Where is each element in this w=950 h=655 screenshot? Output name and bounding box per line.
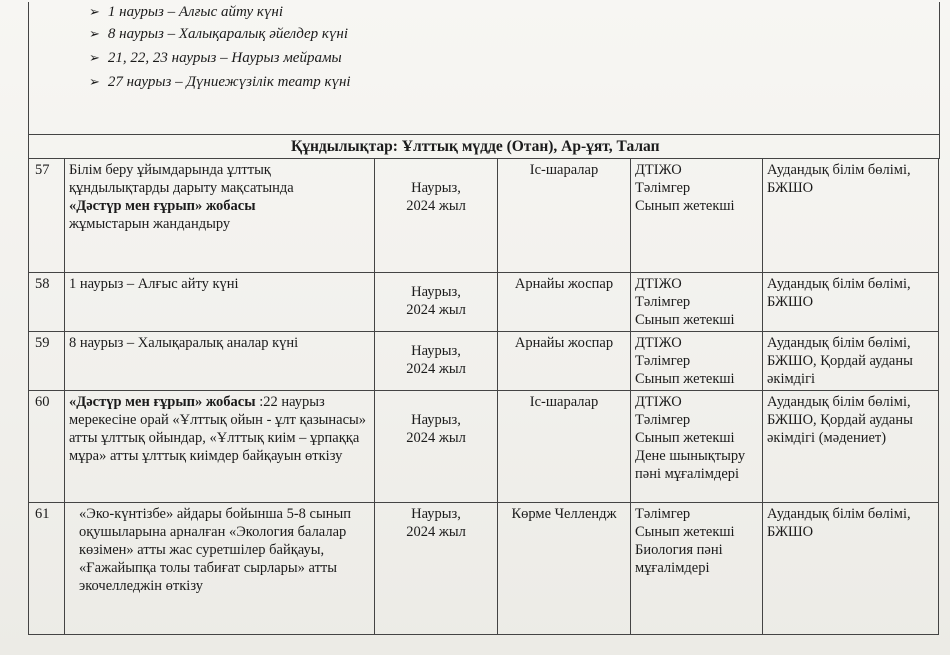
values-header-text: Құндылықтар: Ұлттық мүдде (Отан), Ар-ұят, Талап: [291, 138, 660, 155]
list-item: ➢ 1 наурыз – Алғыс айту күні: [89, 4, 283, 20]
row-number: 58: [29, 273, 65, 332]
date-cell: Наурыз, 2024 жыл: [375, 332, 498, 391]
row-number: 59: [29, 332, 65, 391]
date-cell: Наурыз, 2024 жыл: [375, 391, 498, 503]
partners-cell: Аудандық білім бөлімі, БЖШО: [763, 503, 939, 635]
event-cell: «Дәстүр мен ғұрып» жобасы :22 наурыз мерекесіне орай «Ұлттық ойын - ұлт қазынасы» атты ұлттық ойындар, «Ұлттық киім – ұрпаққа мұра» атты ұлттық киімдер байқауын өткізу: [65, 391, 375, 503]
row-number: 60: [29, 391, 65, 503]
table-row: [29, 391, 939, 503]
partners-cell: Аудандық білім бөлімі, БЖШО: [763, 159, 939, 273]
list-item: ➢ 21, 22, 23 наурыз – Наурыз мейрамы: [89, 50, 342, 66]
date-cell: Наурыз, 2024 жыл: [375, 159, 498, 273]
responsible-cell: ДТІЖО Тәлімгер Сынып жетекші: [631, 273, 763, 332]
values-header: [28, 134, 940, 159]
form-cell: Көрме Челлендж: [498, 503, 631, 635]
arrow-bullet-icon: ➢: [89, 4, 100, 19]
partners-cell: Аудандық білім бөлімі, БЖШО, Қордай ауданы әкімдігі (мәдениет): [763, 391, 939, 503]
table-row: [29, 159, 939, 273]
date-cell: Наурыз, 2024 жыл: [375, 503, 498, 635]
list-item: ➢ 27 наурыз – Дүниежүзілік театр күні: [89, 74, 351, 90]
form-cell: Арнайы жоспар: [498, 273, 631, 332]
partners-cell: Аудандық білім бөлімі, БЖШО: [763, 273, 939, 332]
arrow-bullet-icon: ➢: [89, 50, 100, 65]
event-cell: «Эко-күнтізбе» айдары бойынша 5-8 сынып оқушыларына арналған «Экология балалар көзімен» атты жас суретшілер байқауы, «Ғажайыпқа толы табиғат сырлары» атты экочелледжін өткізу: [65, 503, 375, 635]
form-cell: Іс-шаралар: [498, 391, 631, 503]
event-cell: Білім беру ұйымдарында ұлттық құндылықтарды дарыту мақсатында «Дәстүр мен ғұрып» жобасы жұмыстарын жандандыру: [65, 159, 375, 273]
form-cell: Арнайы жоспар: [498, 332, 631, 391]
responsible-cell: Тәлімгер Сынып жетекші Биология пәні мұғалімдері: [631, 503, 763, 635]
list-item: ➢ 8 наурыз – Халықаралық әйелдер күні: [89, 26, 349, 42]
event-cell: 8 наурыз – Халықаралық аналар күні: [65, 332, 375, 391]
responsible-cell: ДТІЖО Тәлімгер Сынып жетекші: [631, 159, 763, 273]
row-number: 61: [29, 503, 65, 635]
arrow-bullet-icon: ➢: [89, 74, 100, 89]
row-number: 57: [29, 159, 65, 273]
responsible-cell: ДТІЖО Тәлімгер Сынып жетекші: [631, 332, 763, 391]
arrow-bullet-icon: ➢: [89, 26, 100, 41]
event-cell: 1 наурыз – Алғыс айту күні: [65, 273, 375, 332]
table-row: [29, 503, 939, 635]
responsible-cell: ДТІЖО Тәлімгер Сынып жетекші Дене шынықтыру пәні мұғалімдері: [631, 391, 763, 503]
partners-cell: Аудандық білім бөлімі, БЖШО, Қордай ауданы әкімдігі: [763, 332, 939, 391]
holiday-list: [28, 2, 940, 134]
table-row: [29, 332, 939, 391]
date-cell: Наурыз, 2024 жыл: [375, 273, 498, 332]
plan-table: [28, 158, 939, 635]
form-cell: Іс-шаралар: [498, 159, 631, 273]
table-row: [29, 273, 939, 332]
